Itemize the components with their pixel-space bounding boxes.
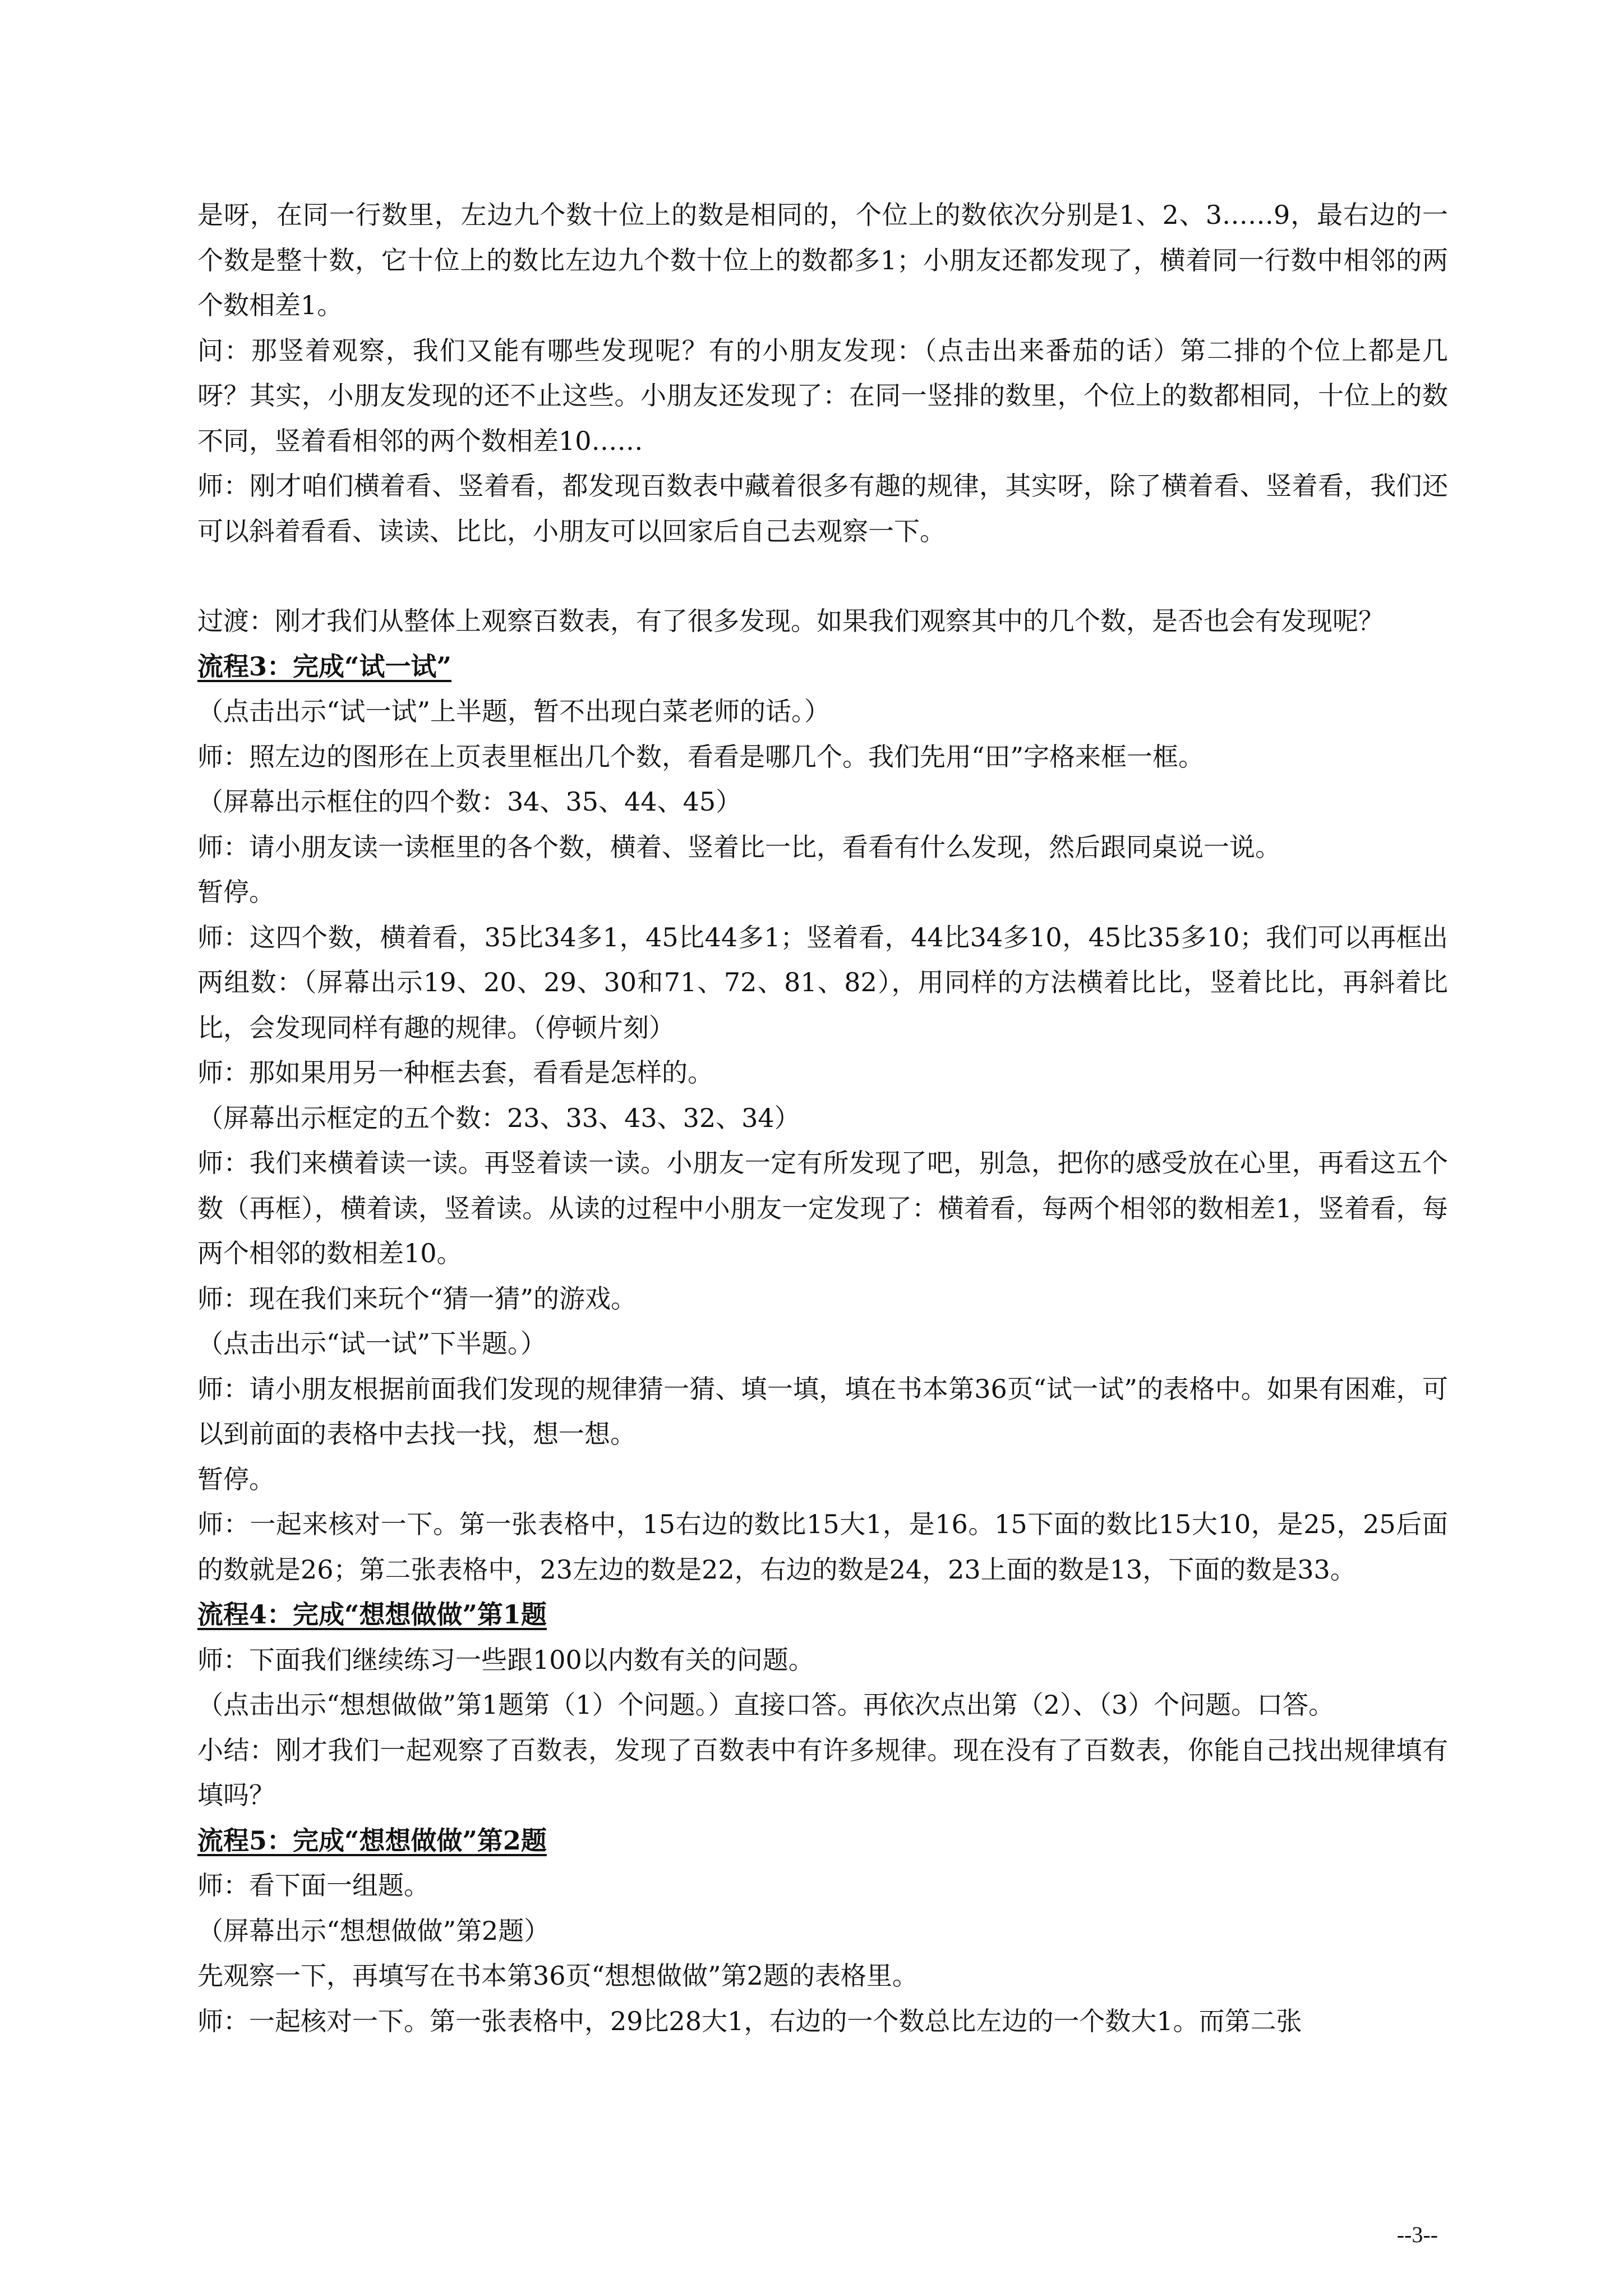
paragraph: 小结：刚才我们一起观察了百数表，发现了百数表中有许多规律。现在没有了百数表，你能自己找出规律填有填吗？ <box>197 1734 1448 1810</box>
paragraph: 师：照左边的图形在上页表里框出几个数，看看是哪几个。我们先用“田”字格来框一框。 <box>197 741 1205 772</box>
paragraph: 师：请小朋友根据前面我们发现的规律猜一猜、填一填，填在书本第36页“试一试”的表格中。如果有困难，可以到前面的表格中去找一找，想一想。 <box>197 1373 1448 1449</box>
section-heading: 流程4：完成“想想做做”第1题 <box>197 1599 547 1630</box>
paragraph: 师：那如果用另一种框去套，看看是怎样的。 <box>197 1057 713 1088</box>
paragraph: 过渡：刚才我们从整体上观察百数表，有了很多发现。如果我们观察其中的几个数，是否也会有发现呢？ <box>197 606 1384 636</box>
paragraph: 师：这四个数，横着看，35比34多1，45比44多1；竖着看，44比34多10，45比35多10；我们可以再框出两组数：（屏幕出示19、20、29、30和71、72、81、82），用同样的方法横着比比，竖着比比，再斜着比比，会发现同样有趣的规律。（停顿片刻） <box>197 922 1448 1043</box>
blank-line <box>197 554 1448 599</box>
document-body <box>197 192 1448 2044</box>
paragraph: 师：我们来横着读一读。再竖着读一读。小朋友一定有所发现了吧，别急，把你的感受放在心里，再看这五个数（再框），横着读，竖着读。从读的过程中小朋友一定发现了：横着看，每两个相邻的数相差1，竖着看，每两个相邻的数相差10。 <box>197 1148 1448 1268</box>
page-number: --3-- <box>1396 2222 1438 2247</box>
paragraph: （屏幕出示“想想做做”第2题） <box>197 1915 550 1946</box>
paragraph: 师：请小朋友读一读框里的各个数，横着、竖着比一比，看看有什么发现，然后跟同桌说一说。 <box>197 831 1281 862</box>
paragraph: 是呀，在同一行数里，左边九个数十位上的数是相同的，个位上的数依次分别是1、2、3……9，最右边的一个数是整十数，它十位上的数比左边九个数十位上的数都多1；小朋友还都发现了，横着同一行数中相邻的两个数相差1。 <box>197 200 1448 320</box>
paragraph: 师：看下面一组题。 <box>197 1870 430 1901</box>
paragraph: 师：刚才咱们横着看、竖着看，都发现百数表中藏着很多有趣的规律，其实呀，除了横着看、竖着看，我们还可以斜着看看、读读、比比，小朋友可以回家后自己去观察一下。 <box>197 471 1448 546</box>
paragraph: 师：一起核对一下。第一张表格中，29比28大1，右边的一个数总比左边的一个数大1。而第二张 <box>197 2005 1302 2036</box>
paragraph: （点击出示“试一试”下半题。） <box>197 1328 547 1359</box>
section-heading: 流程3：完成“试一试” <box>197 651 451 682</box>
paragraph: 先观察一下，再填写在书本第36页“想想做做”第2题的表格里。 <box>197 1961 918 1991</box>
paragraph: （屏幕出示框定的五个数：23、33、43、32、34） <box>197 1102 800 1133</box>
paragraph: 师：一起来核对一下。第一张表格中，15右边的数比15大1，是16。15下面的数比15大10，是25，25后面的数就是26；第二张表格中，23左边的数是22，右边的数是24，23上面的数是13，下面的数是33。 <box>197 1509 1448 1585</box>
paragraph: 暂停。 <box>197 877 275 907</box>
paragraph: （屏幕出示框住的四个数：34、35、44、45） <box>197 786 742 817</box>
paragraph: 师：下面我们继续练习一些跟100以内数有关的问题。 <box>197 1644 814 1675</box>
paragraph: （点击出示“试一试”上半题，暂不出现白菜老师的话。） <box>197 696 831 726</box>
paragraph: 暂停。 <box>197 1464 275 1494</box>
section-heading: 流程5：完成“想想做做”第2题 <box>197 1825 547 1856</box>
paragraph: 师：现在我们来玩个“猜一猜”的游戏。 <box>197 1283 637 1314</box>
paragraph: 问：那竖着观察，我们又能有哪些发现呢？有的小朋友发现：（点击出来番茄的话）第二排的个位上都是几呀？其实，小朋友发现的还不止这些。小朋友还发现了：在同一竖排的数里，个位上的数都相同，十位上的数不同，竖着看相邻的两个数相差10…… <box>197 335 1448 456</box>
paragraph: （点击出示“想想做做”第1题第（1）个问题。）直接口答。再依次点出第（2）、（3）个问题。口答。 <box>197 1690 1335 1720</box>
